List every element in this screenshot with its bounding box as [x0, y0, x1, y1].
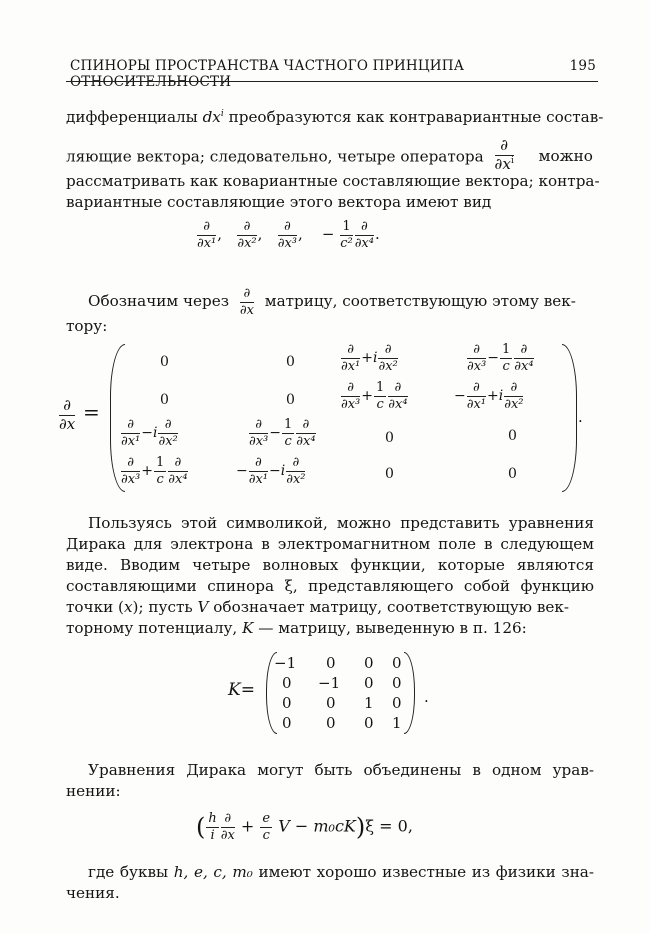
matrix-cell: 0 — [160, 354, 169, 370]
matrix-cell: $\frac{\partial}{\text{∂x³}}$ − $\frac{1}{c}$ $\frac{\partial}{\text{∂x⁴}}$ — [249, 417, 316, 449]
para1-line4: вариантные составляющие этого вектора имеют вид — [66, 193, 492, 211]
k-end-period: . — [424, 688, 429, 706]
dirac-equation: ( $\frac{h}{i}$ $\frac{\partial}{\partial x}$ + $\frac{e}{c}$ V − m₀cK)ξ = 0, — [196, 811, 413, 843]
k-matrix-cell: 0 — [282, 714, 292, 732]
k-matrix-cell: 0 — [282, 674, 292, 692]
k-matrix-cell: 1 — [364, 694, 374, 712]
para4-line1: Уравнения Дирака могут быть объединены в одном урав- — [88, 761, 594, 779]
k-matrix-cell: 0 — [392, 674, 402, 692]
k-matrix-cell: 0 — [392, 654, 402, 672]
k-lhs: K= — [228, 680, 255, 700]
k-matrix-cell: 0 — [364, 714, 374, 732]
matrix-cell: 0 — [508, 466, 517, 482]
k-matrix-cell: 0 — [326, 654, 336, 672]
matrix-cell: − $\frac{\partial}{\text{∂x¹}}$ +i $\frac{\partial}{\text{∂x²}}$ — [454, 380, 524, 412]
matrix-cell: 0 — [385, 430, 394, 446]
para3-line6: торному потенциалу, K — матрицу, выведенную в п. 126: — [66, 619, 527, 637]
k-right-paren — [404, 652, 415, 734]
matrix-cell: $\frac{\partial}{\text{∂x³}}$ − $\frac{1}{c}$ $\frac{\partial}{\text{∂x⁴}}$ — [467, 342, 534, 374]
para3-line1: Пользуясь этой символикой, можно представить уравнения — [88, 514, 594, 532]
header-rule — [66, 81, 598, 82]
partial-operator-fraction: $\frac{\partial}{\partial x^i}$ — [494, 136, 514, 174]
matrix-cell: − $\frac{\partial}{\text{∂x¹}}$ −i $\frac{\partial}{\text{∂x²}}$ — [236, 455, 306, 487]
para4-line2: нении: — [66, 782, 121, 800]
matrix-cell: $\frac{\partial}{\text{∂x³}}$ + $\frac{1}{c}$ $\frac{\partial}{\text{∂x⁴}}$ — [341, 380, 408, 412]
para3-line4: составляющими спинора ξ, представляющего собой функцию — [66, 577, 594, 595]
matrix-cell: $\frac{\partial}{\text{∂x¹}}$ +i $\frac{\partial}{\text{∂x²}}$ — [341, 342, 398, 374]
matrix-right-paren — [562, 344, 577, 492]
matrix-cell: 0 — [385, 466, 394, 482]
running-header — [70, 58, 596, 90]
contravariant-components-equation: $\frac{\partial}{\text{∂x¹}}$ , $\frac{\partial}{\text{∂x²}}$ , $\frac{\partial}{\text{∂x³}}$ , − $\frac{1}{\text{c²}}$ $\frac{\partial}{\text{∂x⁴}}$ . — [197, 219, 380, 251]
para3-line2: Дирака для электрона в электромагнитном поле в следующем — [66, 535, 594, 553]
k-matrix-cell: 0 — [282, 694, 292, 712]
matrix-cell: 0 — [508, 428, 517, 444]
para5-line1: где буквы h, e, c, m₀ имеют хорошо известные из физики зна- — [88, 863, 594, 881]
para5-line2: чения. — [66, 884, 120, 902]
para1-line3: рассматривать как ковариантные составляющие вектора; контра- — [66, 172, 600, 190]
matrix-lhs: $\frac{\partial}{\partial x}$ = — [59, 396, 100, 433]
para1-line1: дифференциалы $dx^i$ преобразуются как контравариантные состав- — [66, 108, 604, 127]
page-number: 195 — [569, 58, 596, 74]
k-matrix-cell: 0 — [364, 654, 374, 672]
matrix-cell: $\frac{\partial}{\text{∂x³}}$ + $\frac{1}{c}$ $\frac{\partial}{\text{∂x⁴}}$ — [121, 455, 188, 487]
para2-line1: Обозначим через $\frac{\partial}{\partial x}$ матрицу, соответствующую этому век- — [88, 286, 576, 318]
k-matrix-cell: 0 — [364, 674, 374, 692]
k-matrix-cell: 0 — [392, 694, 402, 712]
k-matrix-cell: −1 — [318, 674, 341, 692]
matrix-cell: $\frac{\partial}{\text{∂x¹}}$ −i $\frac{\partial}{\text{∂x²}}$ — [121, 417, 178, 449]
para3-line5: точки (x); пусть V обозначает матрицу, соответствующую век- — [66, 598, 569, 616]
matrix-cell: 0 — [286, 354, 295, 370]
header-title: СПИНОРЫ ПРОСТРАНСТВА ЧАСТНОГО ПРИНЦИПА ОТНОСИТЕЛЬНОСТИ — [70, 58, 465, 90]
k-matrix-cell: 0 — [326, 694, 336, 712]
para3-line3: виде. Вводим четыре волновых функции, которые являются — [66, 556, 594, 574]
k-matrix-cell: 0 — [326, 714, 336, 732]
k-matrix-cell: 1 — [392, 714, 402, 732]
matrix-cell: 0 — [160, 392, 169, 408]
para1-line2: ляющие вектора; следовательно, четыре оператора $\frac{\partial}{\partial x^i}$ можно — [66, 136, 593, 174]
para2-line2: тору: — [66, 317, 108, 335]
matrix-end-period: . — [578, 408, 583, 426]
matrix-cell: 0 — [286, 392, 295, 408]
k-matrix-cell: −1 — [274, 654, 297, 672]
d-dx-fraction: $\frac{\partial}{\partial x}$ — [239, 286, 254, 318]
